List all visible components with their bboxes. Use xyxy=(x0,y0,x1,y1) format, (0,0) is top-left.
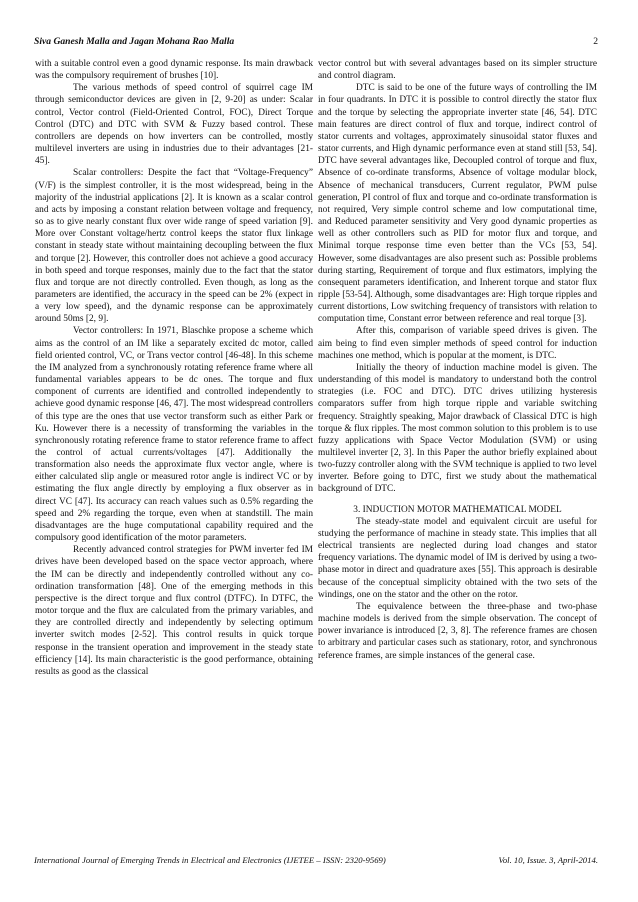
header-authors: Siva Ganesh Malla and Jagan Mohana Rao Malla xyxy=(34,36,235,47)
footer-journal: International Journal of Emerging Trends in Electrical and Electronics (IJETEE – ISSN: 2320-9569) xyxy=(34,855,386,865)
paragraph: Initially the theory of induction machine model is given. The understanding of this model is mandatory to understand both the control strategies (i.e. FOC and DTC). DTC drives utilizing hysteresis comparators suffer from high torque ripple and variable switching frequency. Straightly speaking, Major drawback of Classical DTC is high torque & flux ripples. The most common solution to this problem is to use fuzzy applications with Space Vector Modulation (SVM) or using multilevel inverter [2, 3]. In this Paper the author briefly explained about two-fuzzy controller along with the SVM technique is applied to two level inverter. Before going to DTC, first we study about the mathematical background of DTC. xyxy=(318,362,597,495)
page-footer xyxy=(34,855,598,869)
right-column xyxy=(318,58,597,662)
section-heading: 3. INDUCTION MOTOR MATHEMATICAL MODEL xyxy=(353,504,562,515)
page-number: 2 xyxy=(593,36,598,47)
paragraph: Scalar controllers: Despite the fact that “Voltage-Frequency” (V/F) is the simplest controller, it is the most widespread, being in the majority of the industrial applications [2]. It is known as a scalar control and acts by imposing a constant relation between voltage and frequency, so as to give nearly constant flux over wide range of speed variation [9]. More over Constant voltage/hertz control keeps the stator flux linkage constant in steady state without maintaining decoupling between the flux and torque [2]. However, this controller does not achieve a good accuracy in both speed and torque responses, mainly due to the fact that the stator flux and torque are not directly controlled. Even though, as long as the parameters are identified, the accuracy in the speed can be 2% (expect in a very low speed), and the dynamic response can be approximately around 50ms [2, 9]. xyxy=(35,168,313,325)
left-column xyxy=(35,58,313,678)
paragraph: The equivalence between the three-phase and two-phase machine models is derived from the simple observation. The concept of power invariance is introduced [2, 3, 8]. The reference frames are chosen to arbitrary and particular cases such as stationary, rotor, and synchronous reference frames, are simple instances of the general case. xyxy=(318,601,597,661)
paragraph: Recently advanced control strategies for PWM inverter fed IM drives have been developed based on the space vector approach, where the IM can be directly and independently controlled without any co-ordination transformation [48]. One of the emerging methods in this perspective is the direct torque and flux control (DTFC). In DTFC, the motor torque and the flux are calculated from the primary variables, and they are controlled directly and independently by selecting optimum inverter switch modes [2-52]. This control results in quick torque response in the transient operation and improvement in the steady state efficiency [14]. Its main characteristic is the good performance, obtaining results as good as the classical xyxy=(35,545,313,677)
page-header xyxy=(34,36,598,50)
paragraph: Vector controllers: In 1971, Blaschke propose a scheme which aims as the control of an IM like a separately excited dc motor, called field oriented control, VC, or Trans vector control [46-48]. In this scheme the IM analyzed from a synchronously rotating reference frame where all fundamental variables appears to be dc ones. The torque and flux component of currents are identified and controlled independently to achieve good dynamic response [46, 47]. The most widespread controllers of this type are the ones that use vector transform such as either Park or Ku. However there is a necessity of transforming the variables in the synchronously rotating reference frame to stator reference frame to affect the control of actual currents/voltages [47]. Additionally the transformation also needs the approximate flux vector angle, where is either calculated slip angle or measured rotor angle is indirect VC or by estimating the flux angle directly by employing a flux observer as in direct VC [47]. Its accuracy can reach values such as 0.5% regarding the speed and 2% regarding the torque, even when at standstill. The main disadvantages are the huge computational capability required and the compulsory good identification of the motor parameters. xyxy=(35,326,313,544)
paragraph: The various methods of speed control of squirrel cage IM through semiconductor devices are given in [2, 9-20] as under: Scalar control, Vector control (Field-Oriented Control, FOC), Direct Torque Control (DTC) and DTC with SVM & Fuzzy based control. These controllers are depends on how inverters can be controlled, mostly multilevel inverters are using in industries due to their advantages [21-45]. xyxy=(35,83,313,167)
paragraph: The steady-state model and equivalent circuit are useful for studying the performance of machine in steady state. This implies that all electrical transients are neglected during load changes and stator frequency variations. The dynamic model of IM is derived by using a two-phase motor in direct and quadrature axes [55]. This approach is desirable because of the conceptual simplicity obtained with the two sets of the windings, one on the stator and the other on the rotor. xyxy=(318,516,597,600)
paragraph: After this, comparison of variable speed drives is given. The aim being to find even simpler methods of speed control for induction machines one method, which is popular at the moment, is DTC. xyxy=(318,326,597,361)
paragraph: DTC is said to be one of the future ways of controlling the IM in four quadrants. In DTC it is possible to control directly the stator flux and the torque by selecting the appropriate inverter state [46, 54]. DTC main features are direct control of flux and torque, indirect control of stator currents and voltages, approximately sinusoidal stator fluxes and stator currents, and High dynamic performance even at stand still [53, 54]. DTC have several advantages like, Decoupled control of torque and flux, Absence of co-ordinate transforms, Absence of voltage modular block, Absence of mechanical transducers, Current regulator, PWM pulse generation, PI control of flux and torque and co-ordinate transformation is not required, Very simple control scheme and low computational time, and Reduced parameter sensitivity and Very good dynamic properties as well as other controllers such as PID for motor flux and torque, and Minimal torque response time even better than the VCs [53, 54]. However, some disadvantages are also present such as: Possible problems during starting, Requirement of torque and flux estimators, implying the consequent parameters identification, and Inherent torque and stator flux ripple [53-54]. Although, some disadvantages are: High torque ripples and current distortions, Low switching frequency of transistors with relation to computation time, Constant error between reference and real torque [3]. xyxy=(318,83,597,325)
footer-volume: Vol. 10, Issue. 3, April-2014. xyxy=(498,855,598,865)
paragraph: with a suitable control even a good dynamic response. Its main drawback was the compulsory requirement of brushes [10]. xyxy=(35,59,313,82)
paragraph: vector control but with several advantages based on its simpler structure and control diagram. xyxy=(318,59,597,82)
